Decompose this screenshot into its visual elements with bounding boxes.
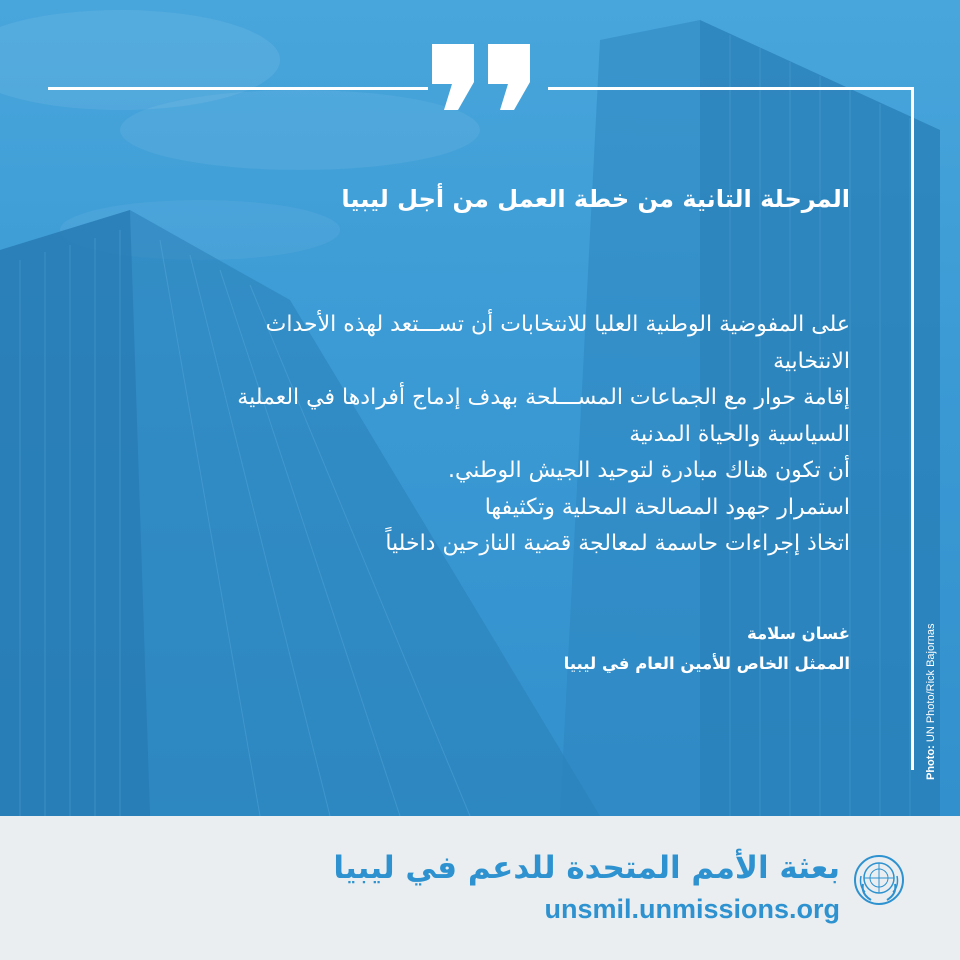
quote-line: إقامة حوار مع الجماعات المســـلحة بهدف إدماج أفرادها في العملية xyxy=(237,385,850,410)
quote-text xyxy=(90,175,850,679)
frame-line-top-left xyxy=(48,87,428,90)
footer xyxy=(0,816,960,960)
quote-line: استمرار جهود المصالحة المحلية وتكثيفها xyxy=(484,494,850,520)
quote-line: على المفوضية الوطنية العليا للانتخابات أن تســـتعد لهذه الأحداث xyxy=(265,312,850,337)
quote-line: اتخاذ إجراءات حاسمة لمعالجة قضية النازحين داخلياً xyxy=(385,531,850,556)
signature xyxy=(90,619,850,679)
quote-heading: المرحلة التانية من خطة العمل من أجل ليبيا xyxy=(341,185,850,213)
quote-line: السياسية والحياة المدنية xyxy=(629,421,850,447)
quote-line: أن تكون هناك مبادرة لتوحيد الجيش الوطني. xyxy=(447,458,850,483)
photo-credit-source: UN Photo/Rick Bajornas xyxy=(925,623,937,743)
photo-credit xyxy=(925,624,937,781)
un-emblem-icon xyxy=(853,854,905,906)
quote-body xyxy=(90,307,850,563)
quotation-mark-icon xyxy=(430,42,534,112)
frame-line-top-right xyxy=(548,87,914,90)
footer-url[interactable]: unsmil.unmissions.org xyxy=(544,894,840,924)
signature-role: الممثل الخاص للأمين العام في ليبيا xyxy=(563,653,850,673)
photo-credit-label: Photo: xyxy=(925,745,937,780)
quote-line: الانتخابية xyxy=(773,348,850,374)
signature-name: غسان سلامة xyxy=(746,623,850,643)
footer-title: بعثة الأمم المتحدة للدعم في ليبيا xyxy=(333,850,840,886)
frame-line-right xyxy=(911,87,914,770)
